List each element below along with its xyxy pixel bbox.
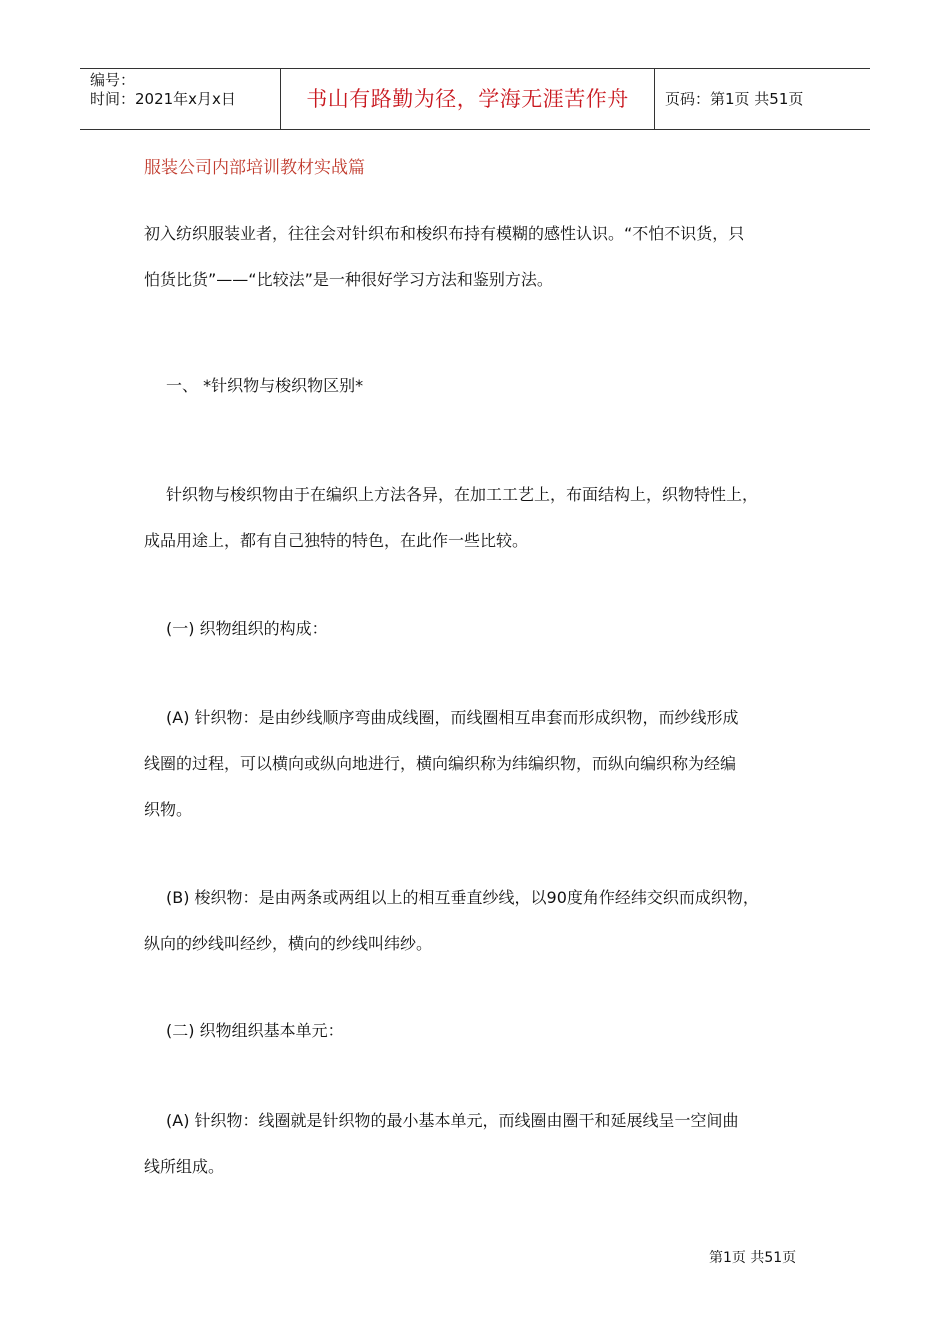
header-page-info: 页码：第1页 共51页 [665, 90, 804, 108]
paragraph-line: (A) 针织物：是由纱线顺序弯曲成线圈，而线圈相互串套而形成织物，而纱线形成 [166, 708, 739, 727]
paragraph-line: 织物。 [144, 800, 193, 819]
paragraph-line: 纵向的纱线叫经纱，横向的纱线叫纬纱。 [144, 934, 433, 953]
footer-page-number: 第1页 共51页 [709, 1250, 797, 1266]
subheading-text: (二) 织物组织基本单元： [166, 1021, 344, 1040]
paragraph-woven-structure [144, 875, 834, 967]
section-heading-1 [144, 363, 834, 409]
section-heading-text: 一、 *针织物与梭织物区别* [166, 376, 364, 395]
paragraph-knitted-structure [144, 695, 834, 833]
paragraph-line: 初入纺织服装业者，往往会对针织布和梭织布持有模糊的感性认识。“不怕不识货，只 [144, 224, 745, 243]
paragraph-line: 针织物与梭织物由于在编织上方法各异，在加工工艺上，布面结构上，织物特性上， [166, 485, 759, 504]
subheading-structure [144, 606, 834, 652]
paragraph-line: 线圈的过程，可以横向或纵向地进行，横向编织称为纬编织物，而纵向编织称为经编 [144, 754, 737, 773]
paragraph-comparison [144, 472, 834, 564]
header-motto: 书山有路勤为径，学海无涯苦作舟 [281, 69, 655, 129]
time-label: 时间：2021年x月x日 [90, 90, 236, 108]
paragraph-intro [144, 211, 834, 303]
paragraph-line: 怕货比货”——“比较法”是一种很好学习方法和鉴别方法。 [144, 270, 553, 289]
code-label: 编号： [90, 71, 136, 89]
paragraph-knitted-unit [144, 1098, 834, 1190]
paragraph-line: 线所组成。 [144, 1157, 225, 1176]
document-title: 服装公司内部培训教材实战篇 [144, 158, 365, 178]
header-meta-cell [80, 69, 281, 129]
paragraph-line: (A) 针织物：线圈就是针织物的最小基本单元，而线圈由圈干和延展线呈一空间曲 [166, 1111, 739, 1130]
header-table [80, 68, 870, 130]
subheading-basic-unit [144, 1008, 834, 1054]
subheading-text: (一) 织物组织的构成： [166, 619, 328, 638]
paragraph-line: 成品用途上，都有自己独特的特色，在此作一些比较。 [144, 531, 529, 550]
paragraph-line: (B) 梭织物：是由两条或两组以上的相互垂直纱线，以90度角作经纬交织而成织物， [166, 888, 759, 907]
